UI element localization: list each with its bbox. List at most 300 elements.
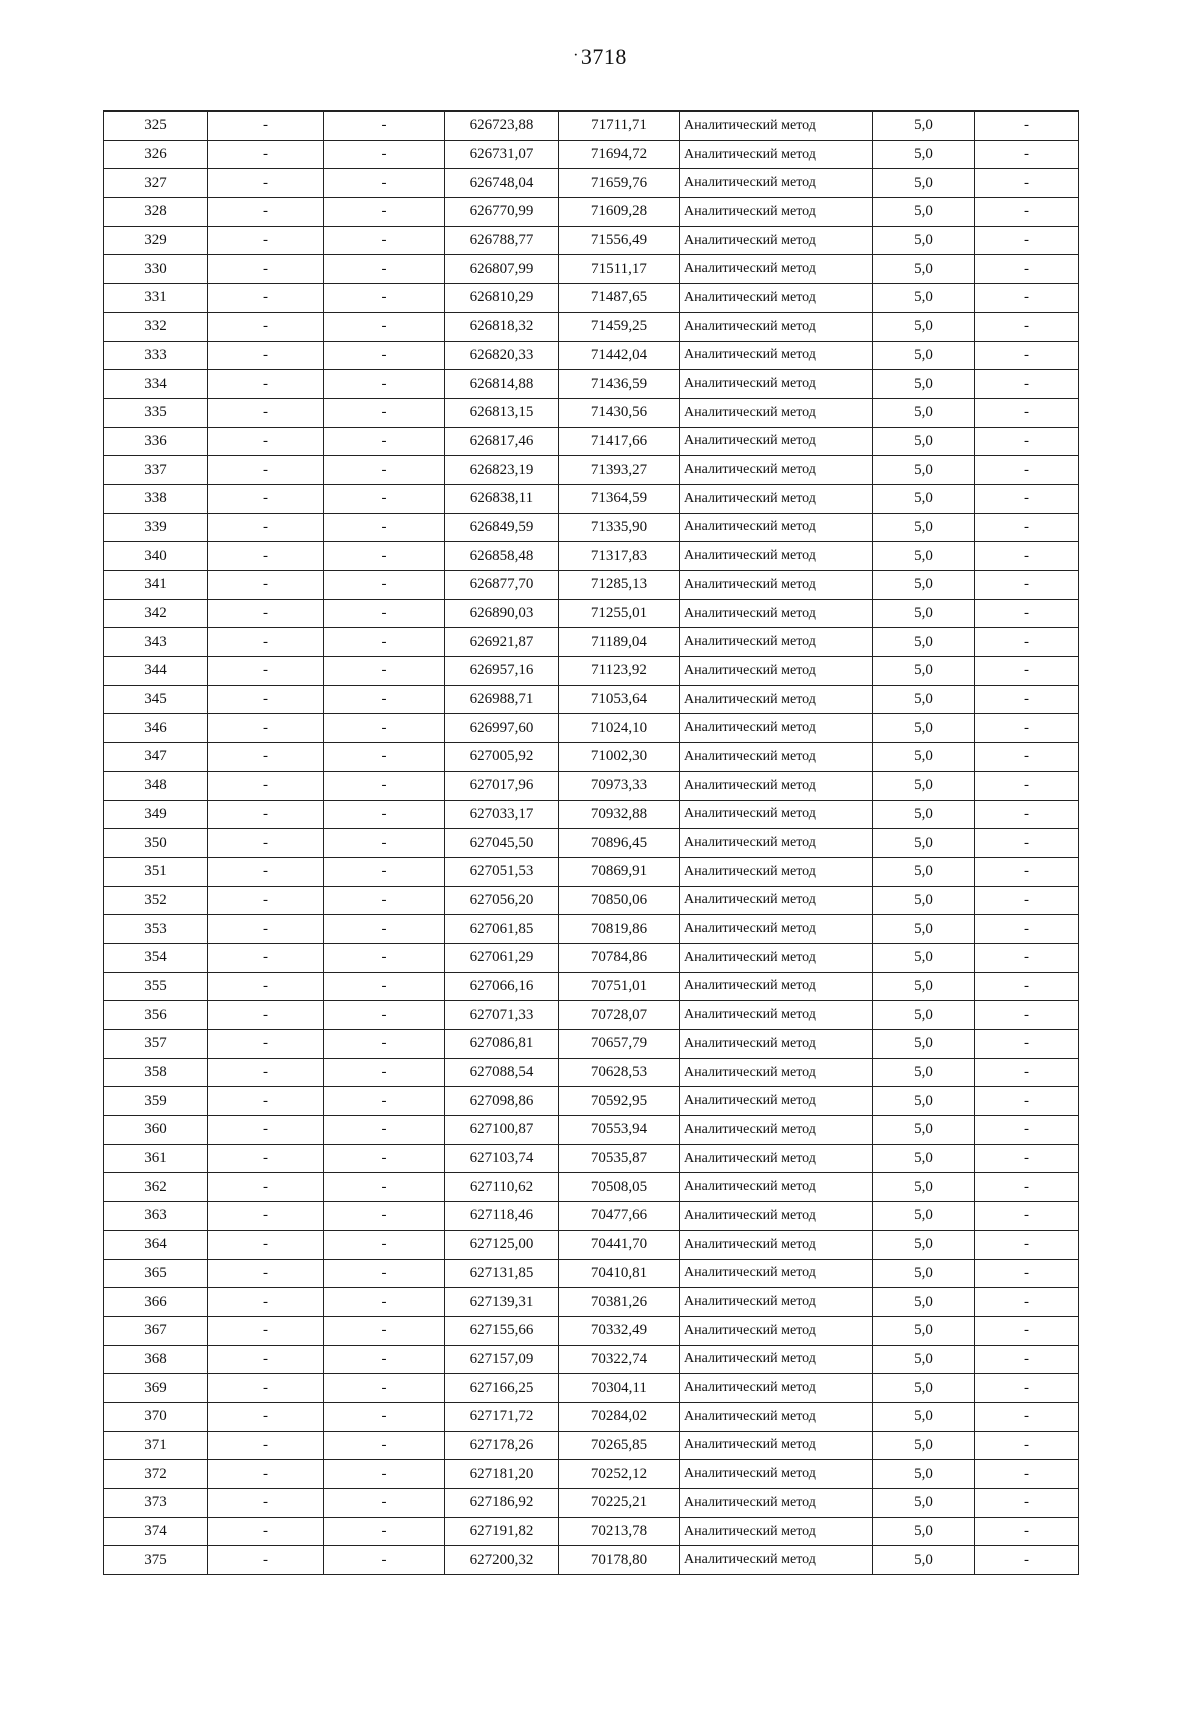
cell-method: Аналитический метод xyxy=(680,484,873,513)
cell-point-number: 367 xyxy=(104,1316,208,1345)
cell-col-dash-2: - xyxy=(324,1460,445,1489)
cell-y-coordinate: 70508,05 xyxy=(559,1173,680,1202)
cell-x-coordinate: 627155,66 xyxy=(445,1316,559,1345)
cell-col-dash-3: - xyxy=(975,1058,1079,1087)
cell-method: Аналитический метод xyxy=(680,1030,873,1059)
cell-accuracy: 5,0 xyxy=(873,169,975,198)
cell-method: Аналитический метод xyxy=(680,398,873,427)
table-row xyxy=(104,915,1079,944)
cell-point-number: 331 xyxy=(104,284,208,313)
cell-col-dash-1: - xyxy=(208,226,324,255)
cell-method: Аналитический метод xyxy=(680,1259,873,1288)
cell-x-coordinate: 627118,46 xyxy=(445,1202,559,1231)
cell-x-coordinate: 626997,60 xyxy=(445,714,559,743)
table-row xyxy=(104,714,1079,743)
cell-col-dash-2: - xyxy=(324,1402,445,1431)
cell-col-dash-2: - xyxy=(324,1087,445,1116)
cell-accuracy: 5,0 xyxy=(873,341,975,370)
cell-col-dash-1: - xyxy=(208,1345,324,1374)
table-row xyxy=(104,1144,1079,1173)
cell-col-dash-3: - xyxy=(975,312,1079,341)
cell-method: Аналитический метод xyxy=(680,370,873,399)
cell-method: Аналитический метод xyxy=(680,1116,873,1145)
cell-accuracy: 5,0 xyxy=(873,1517,975,1546)
table-row xyxy=(104,456,1079,485)
cell-point-number: 366 xyxy=(104,1288,208,1317)
cell-x-coordinate: 626723,88 xyxy=(445,111,559,140)
cell-point-number: 345 xyxy=(104,685,208,714)
cell-y-coordinate: 71393,27 xyxy=(559,456,680,485)
cell-x-coordinate: 627178,26 xyxy=(445,1431,559,1460)
cell-col-dash-1: - xyxy=(208,1460,324,1489)
cell-point-number: 365 xyxy=(104,1259,208,1288)
cell-point-number: 354 xyxy=(104,943,208,972)
cell-col-dash-3: - xyxy=(975,1001,1079,1030)
cell-x-coordinate: 626813,15 xyxy=(445,398,559,427)
cell-col-dash-1: - xyxy=(208,1144,324,1173)
table-row xyxy=(104,1345,1079,1374)
cell-col-dash-1: - xyxy=(208,198,324,227)
cell-y-coordinate: 71694,72 xyxy=(559,140,680,169)
cell-col-dash-2: - xyxy=(324,1345,445,1374)
cell-col-dash-2: - xyxy=(324,972,445,1001)
cell-col-dash-3: - xyxy=(975,657,1079,686)
cell-col-dash-3: - xyxy=(975,915,1079,944)
cell-point-number: 375 xyxy=(104,1546,208,1575)
table-row xyxy=(104,1058,1079,1087)
cell-point-number: 347 xyxy=(104,743,208,772)
cell-x-coordinate: 626817,46 xyxy=(445,427,559,456)
cell-x-coordinate: 627100,87 xyxy=(445,1116,559,1145)
cell-accuracy: 5,0 xyxy=(873,255,975,284)
cell-col-dash-1: - xyxy=(208,370,324,399)
table-row xyxy=(104,1230,1079,1259)
cell-point-number: 355 xyxy=(104,972,208,1001)
cell-accuracy: 5,0 xyxy=(873,1431,975,1460)
cell-col-dash-2: - xyxy=(324,1058,445,1087)
cell-accuracy: 5,0 xyxy=(873,714,975,743)
cell-accuracy: 5,0 xyxy=(873,1230,975,1259)
cell-col-dash-3: - xyxy=(975,1202,1079,1231)
cell-point-number: 327 xyxy=(104,169,208,198)
cell-col-dash-3: - xyxy=(975,1144,1079,1173)
cell-col-dash-2: - xyxy=(324,599,445,628)
table-row xyxy=(104,1546,1079,1575)
cell-y-coordinate: 70304,11 xyxy=(559,1374,680,1403)
cell-col-dash-1: - xyxy=(208,1402,324,1431)
cell-method: Аналитический метод xyxy=(680,1345,873,1374)
cell-col-dash-3: - xyxy=(975,341,1079,370)
cell-point-number: 350 xyxy=(104,829,208,858)
table-row xyxy=(104,1030,1079,1059)
cell-col-dash-3: - xyxy=(975,398,1079,427)
cell-col-dash-2: - xyxy=(324,829,445,858)
cell-col-dash-1: - xyxy=(208,513,324,542)
cell-col-dash-1: - xyxy=(208,886,324,915)
cell-col-dash-3: - xyxy=(975,1230,1079,1259)
cell-x-coordinate: 627110,62 xyxy=(445,1173,559,1202)
cell-col-dash-2: - xyxy=(324,1030,445,1059)
cell-method: Аналитический метод xyxy=(680,312,873,341)
table-row xyxy=(104,972,1079,1001)
cell-col-dash-1: - xyxy=(208,1087,324,1116)
cell-accuracy: 5,0 xyxy=(873,571,975,600)
cell-point-number: 339 xyxy=(104,513,208,542)
cell-y-coordinate: 70213,78 xyxy=(559,1517,680,1546)
cell-accuracy: 5,0 xyxy=(873,1058,975,1087)
cell-col-dash-1: - xyxy=(208,312,324,341)
cell-method: Аналитический метод xyxy=(680,1460,873,1489)
cell-x-coordinate: 627191,82 xyxy=(445,1517,559,1546)
cell-y-coordinate: 71189,04 xyxy=(559,628,680,657)
cell-x-coordinate: 627086,81 xyxy=(445,1030,559,1059)
cell-method: Аналитический метод xyxy=(680,284,873,313)
cell-method: Аналитический метод xyxy=(680,1288,873,1317)
cell-y-coordinate: 71255,01 xyxy=(559,599,680,628)
table-row xyxy=(104,1259,1079,1288)
cell-col-dash-3: - xyxy=(975,771,1079,800)
cell-method: Аналитический метод xyxy=(680,1316,873,1345)
cell-col-dash-3: - xyxy=(975,1087,1079,1116)
cell-point-number: 329 xyxy=(104,226,208,255)
table-row xyxy=(104,1517,1079,1546)
cell-col-dash-3: - xyxy=(975,743,1079,772)
cell-col-dash-1: - xyxy=(208,1230,324,1259)
cell-method: Аналитический метод xyxy=(680,140,873,169)
cell-y-coordinate: 70751,01 xyxy=(559,972,680,1001)
cell-col-dash-1: - xyxy=(208,427,324,456)
cell-col-dash-2: - xyxy=(324,513,445,542)
cell-y-coordinate: 70784,86 xyxy=(559,943,680,972)
cell-x-coordinate: 626849,59 xyxy=(445,513,559,542)
table-row xyxy=(104,198,1079,227)
page-number xyxy=(0,44,1200,70)
cell-x-coordinate: 626818,32 xyxy=(445,312,559,341)
cell-y-coordinate: 70441,70 xyxy=(559,1230,680,1259)
table-row xyxy=(104,857,1079,886)
cell-point-number: 340 xyxy=(104,542,208,571)
cell-col-dash-3: - xyxy=(975,1173,1079,1202)
cell-y-coordinate: 70225,21 xyxy=(559,1489,680,1518)
cell-y-coordinate: 71556,49 xyxy=(559,226,680,255)
cell-col-dash-2: - xyxy=(324,943,445,972)
cell-col-dash-3: - xyxy=(975,284,1079,313)
cell-x-coordinate: 627066,16 xyxy=(445,972,559,1001)
cell-method: Аналитический метод xyxy=(680,1202,873,1231)
cell-col-dash-3: - xyxy=(975,111,1079,140)
cell-y-coordinate: 70869,91 xyxy=(559,857,680,886)
cell-accuracy: 5,0 xyxy=(873,1345,975,1374)
cell-col-dash-1: - xyxy=(208,657,324,686)
cell-accuracy: 5,0 xyxy=(873,743,975,772)
cell-col-dash-2: - xyxy=(324,1202,445,1231)
table-row xyxy=(104,1001,1079,1030)
table-row xyxy=(104,513,1079,542)
cell-method: Аналитический метод xyxy=(680,628,873,657)
cell-x-coordinate: 627017,96 xyxy=(445,771,559,800)
cell-method: Аналитический метод xyxy=(680,1546,873,1575)
cell-col-dash-3: - xyxy=(975,456,1079,485)
cell-y-coordinate: 70265,85 xyxy=(559,1431,680,1460)
cell-method: Аналитический метод xyxy=(680,829,873,858)
cell-x-coordinate: 626823,19 xyxy=(445,456,559,485)
cell-col-dash-3: - xyxy=(975,1030,1079,1059)
cell-col-dash-2: - xyxy=(324,169,445,198)
cell-point-number: 333 xyxy=(104,341,208,370)
cell-col-dash-1: - xyxy=(208,915,324,944)
cell-method: Аналитический метод xyxy=(680,198,873,227)
cell-x-coordinate: 626814,88 xyxy=(445,370,559,399)
cell-method: Аналитический метод xyxy=(680,599,873,628)
cell-x-coordinate: 627045,50 xyxy=(445,829,559,858)
cell-method: Аналитический метод xyxy=(680,1087,873,1116)
cell-y-coordinate: 70973,33 xyxy=(559,771,680,800)
cell-accuracy: 5,0 xyxy=(873,1030,975,1059)
cell-col-dash-3: - xyxy=(975,714,1079,743)
cell-col-dash-3: - xyxy=(975,829,1079,858)
cell-point-number: 343 xyxy=(104,628,208,657)
cell-y-coordinate: 70178,80 xyxy=(559,1546,680,1575)
cell-col-dash-2: - xyxy=(324,312,445,341)
cell-accuracy: 5,0 xyxy=(873,915,975,944)
cell-method: Аналитический метод xyxy=(680,1402,873,1431)
cell-x-coordinate: 626820,33 xyxy=(445,341,559,370)
cell-col-dash-2: - xyxy=(324,915,445,944)
cell-col-dash-3: - xyxy=(975,1345,1079,1374)
cell-col-dash-1: - xyxy=(208,1374,324,1403)
cell-point-number: 374 xyxy=(104,1517,208,1546)
cell-accuracy: 5,0 xyxy=(873,1087,975,1116)
cell-col-dash-2: - xyxy=(324,226,445,255)
cell-col-dash-1: - xyxy=(208,1517,324,1546)
cell-method: Аналитический метод xyxy=(680,714,873,743)
cell-col-dash-1: - xyxy=(208,1030,324,1059)
cell-method: Аналитический метод xyxy=(680,341,873,370)
cell-y-coordinate: 70535,87 xyxy=(559,1144,680,1173)
cell-y-coordinate: 70592,95 xyxy=(559,1087,680,1116)
cell-x-coordinate: 627125,00 xyxy=(445,1230,559,1259)
cell-method: Аналитический метод xyxy=(680,1058,873,1087)
cell-col-dash-2: - xyxy=(324,1259,445,1288)
cell-col-dash-1: - xyxy=(208,1489,324,1518)
cell-accuracy: 5,0 xyxy=(873,628,975,657)
table-row xyxy=(104,1489,1079,1518)
cell-accuracy: 5,0 xyxy=(873,1202,975,1231)
table-row xyxy=(104,226,1079,255)
cell-point-number: 328 xyxy=(104,198,208,227)
table-row xyxy=(104,1116,1079,1145)
cell-col-dash-1: - xyxy=(208,341,324,370)
cell-col-dash-1: - xyxy=(208,255,324,284)
cell-col-dash-1: - xyxy=(208,628,324,657)
cell-y-coordinate: 70850,06 xyxy=(559,886,680,915)
cell-col-dash-1: - xyxy=(208,972,324,1001)
cell-accuracy: 5,0 xyxy=(873,943,975,972)
cell-accuracy: 5,0 xyxy=(873,1460,975,1489)
cell-col-dash-2: - xyxy=(324,685,445,714)
cell-method: Аналитический метод xyxy=(680,542,873,571)
cell-method: Аналитический метод xyxy=(680,657,873,686)
cell-x-coordinate: 627186,92 xyxy=(445,1489,559,1518)
cell-col-dash-1: - xyxy=(208,829,324,858)
cell-col-dash-1: - xyxy=(208,1431,324,1460)
cell-accuracy: 5,0 xyxy=(873,226,975,255)
cell-col-dash-3: - xyxy=(975,1402,1079,1431)
table-row xyxy=(104,427,1079,456)
cell-col-dash-1: - xyxy=(208,484,324,513)
cell-accuracy: 5,0 xyxy=(873,800,975,829)
cell-col-dash-2: - xyxy=(324,1173,445,1202)
cell-y-coordinate: 71436,59 xyxy=(559,370,680,399)
cell-method: Аналитический метод xyxy=(680,456,873,485)
cell-col-dash-3: - xyxy=(975,943,1079,972)
cell-point-number: 342 xyxy=(104,599,208,628)
cell-x-coordinate: 626788,77 xyxy=(445,226,559,255)
cell-col-dash-2: - xyxy=(324,1316,445,1345)
cell-x-coordinate: 626731,07 xyxy=(445,140,559,169)
cell-y-coordinate: 70553,94 xyxy=(559,1116,680,1145)
cell-col-dash-1: - xyxy=(208,140,324,169)
cell-col-dash-1: - xyxy=(208,456,324,485)
cell-point-number: 371 xyxy=(104,1431,208,1460)
table-row xyxy=(104,111,1079,140)
cell-col-dash-3: - xyxy=(975,886,1079,915)
cell-col-dash-1: - xyxy=(208,599,324,628)
cell-x-coordinate: 627181,20 xyxy=(445,1460,559,1489)
table-row xyxy=(104,800,1079,829)
cell-point-number: 336 xyxy=(104,427,208,456)
cell-accuracy: 5,0 xyxy=(873,312,975,341)
cell-accuracy: 5,0 xyxy=(873,599,975,628)
cell-point-number: 362 xyxy=(104,1173,208,1202)
cell-accuracy: 5,0 xyxy=(873,972,975,1001)
cell-col-dash-1: - xyxy=(208,398,324,427)
cell-col-dash-1: - xyxy=(208,1001,324,1030)
cell-col-dash-2: - xyxy=(324,427,445,456)
table-row xyxy=(104,657,1079,686)
cell-col-dash-1: - xyxy=(208,857,324,886)
cell-col-dash-3: - xyxy=(975,1116,1079,1145)
table-row xyxy=(104,1316,1079,1345)
cell-col-dash-3: - xyxy=(975,1489,1079,1518)
cell-col-dash-2: - xyxy=(324,1431,445,1460)
cell-y-coordinate: 70896,45 xyxy=(559,829,680,858)
cell-x-coordinate: 627103,74 xyxy=(445,1144,559,1173)
cell-method: Аналитический метод xyxy=(680,743,873,772)
cell-accuracy: 5,0 xyxy=(873,1259,975,1288)
cell-col-dash-3: - xyxy=(975,571,1079,600)
table-row xyxy=(104,685,1079,714)
cell-accuracy: 5,0 xyxy=(873,1116,975,1145)
cell-point-number: 358 xyxy=(104,1058,208,1087)
table-row xyxy=(104,1173,1079,1202)
cell-accuracy: 5,0 xyxy=(873,1374,975,1403)
cell-point-number: 352 xyxy=(104,886,208,915)
cell-col-dash-3: - xyxy=(975,1259,1079,1288)
cell-x-coordinate: 627051,53 xyxy=(445,857,559,886)
cell-col-dash-3: - xyxy=(975,370,1079,399)
table-row xyxy=(104,1374,1079,1403)
cell-method: Аналитический метод xyxy=(680,226,873,255)
cell-accuracy: 5,0 xyxy=(873,1316,975,1345)
cell-col-dash-1: - xyxy=(208,111,324,140)
coordinates-table xyxy=(103,110,1079,1575)
cell-col-dash-1: - xyxy=(208,1116,324,1145)
cell-method: Аналитический метод xyxy=(680,685,873,714)
cell-col-dash-1: - xyxy=(208,1288,324,1317)
cell-col-dash-2: - xyxy=(324,341,445,370)
cell-point-number: 361 xyxy=(104,1144,208,1173)
cell-y-coordinate: 71285,13 xyxy=(559,571,680,600)
cell-col-dash-3: - xyxy=(975,972,1079,1001)
cell-y-coordinate: 71511,17 xyxy=(559,255,680,284)
cell-col-dash-2: - xyxy=(324,743,445,772)
page-number-marker: · xyxy=(573,47,579,64)
cell-method: Аналитический метод xyxy=(680,1001,873,1030)
cell-col-dash-1: - xyxy=(208,169,324,198)
cell-y-coordinate: 71442,04 xyxy=(559,341,680,370)
cell-col-dash-3: - xyxy=(975,1316,1079,1345)
cell-point-number: 346 xyxy=(104,714,208,743)
cell-accuracy: 5,0 xyxy=(873,685,975,714)
cell-col-dash-2: - xyxy=(324,542,445,571)
cell-y-coordinate: 70657,79 xyxy=(559,1030,680,1059)
cell-method: Аналитический метод xyxy=(680,800,873,829)
cell-col-dash-3: - xyxy=(975,513,1079,542)
table-row xyxy=(104,284,1079,313)
cell-x-coordinate: 627171,72 xyxy=(445,1402,559,1431)
cell-col-dash-2: - xyxy=(324,1489,445,1518)
cell-point-number: 332 xyxy=(104,312,208,341)
cell-method: Аналитический метод xyxy=(680,915,873,944)
cell-col-dash-3: - xyxy=(975,1460,1079,1489)
cell-col-dash-2: - xyxy=(324,771,445,800)
cell-y-coordinate: 70477,66 xyxy=(559,1202,680,1231)
cell-x-coordinate: 626858,48 xyxy=(445,542,559,571)
cell-col-dash-2: - xyxy=(324,1517,445,1546)
table-row xyxy=(104,140,1079,169)
coordinates-table-body xyxy=(104,111,1079,1575)
cell-col-dash-3: - xyxy=(975,1546,1079,1575)
cell-x-coordinate: 627098,86 xyxy=(445,1087,559,1116)
cell-point-number: 325 xyxy=(104,111,208,140)
cell-y-coordinate: 71487,65 xyxy=(559,284,680,313)
cell-point-number: 357 xyxy=(104,1030,208,1059)
cell-col-dash-1: - xyxy=(208,685,324,714)
cell-col-dash-2: - xyxy=(324,886,445,915)
cell-y-coordinate: 71430,56 xyxy=(559,398,680,427)
cell-x-coordinate: 627005,92 xyxy=(445,743,559,772)
cell-col-dash-3: - xyxy=(975,198,1079,227)
cell-col-dash-2: - xyxy=(324,284,445,313)
cell-x-coordinate: 627056,20 xyxy=(445,886,559,915)
cell-method: Аналитический метод xyxy=(680,1144,873,1173)
cell-x-coordinate: 627061,29 xyxy=(445,943,559,972)
cell-x-coordinate: 627139,31 xyxy=(445,1288,559,1317)
cell-col-dash-2: - xyxy=(324,714,445,743)
table-row xyxy=(104,599,1079,628)
cell-col-dash-3: - xyxy=(975,484,1079,513)
cell-method: Аналитический метод xyxy=(680,111,873,140)
cell-point-number: 349 xyxy=(104,800,208,829)
cell-col-dash-1: - xyxy=(208,1316,324,1345)
cell-col-dash-2: - xyxy=(324,1374,445,1403)
cell-point-number: 338 xyxy=(104,484,208,513)
cell-accuracy: 5,0 xyxy=(873,829,975,858)
cell-accuracy: 5,0 xyxy=(873,427,975,456)
cell-point-number: 344 xyxy=(104,657,208,686)
cell-point-number: 368 xyxy=(104,1345,208,1374)
